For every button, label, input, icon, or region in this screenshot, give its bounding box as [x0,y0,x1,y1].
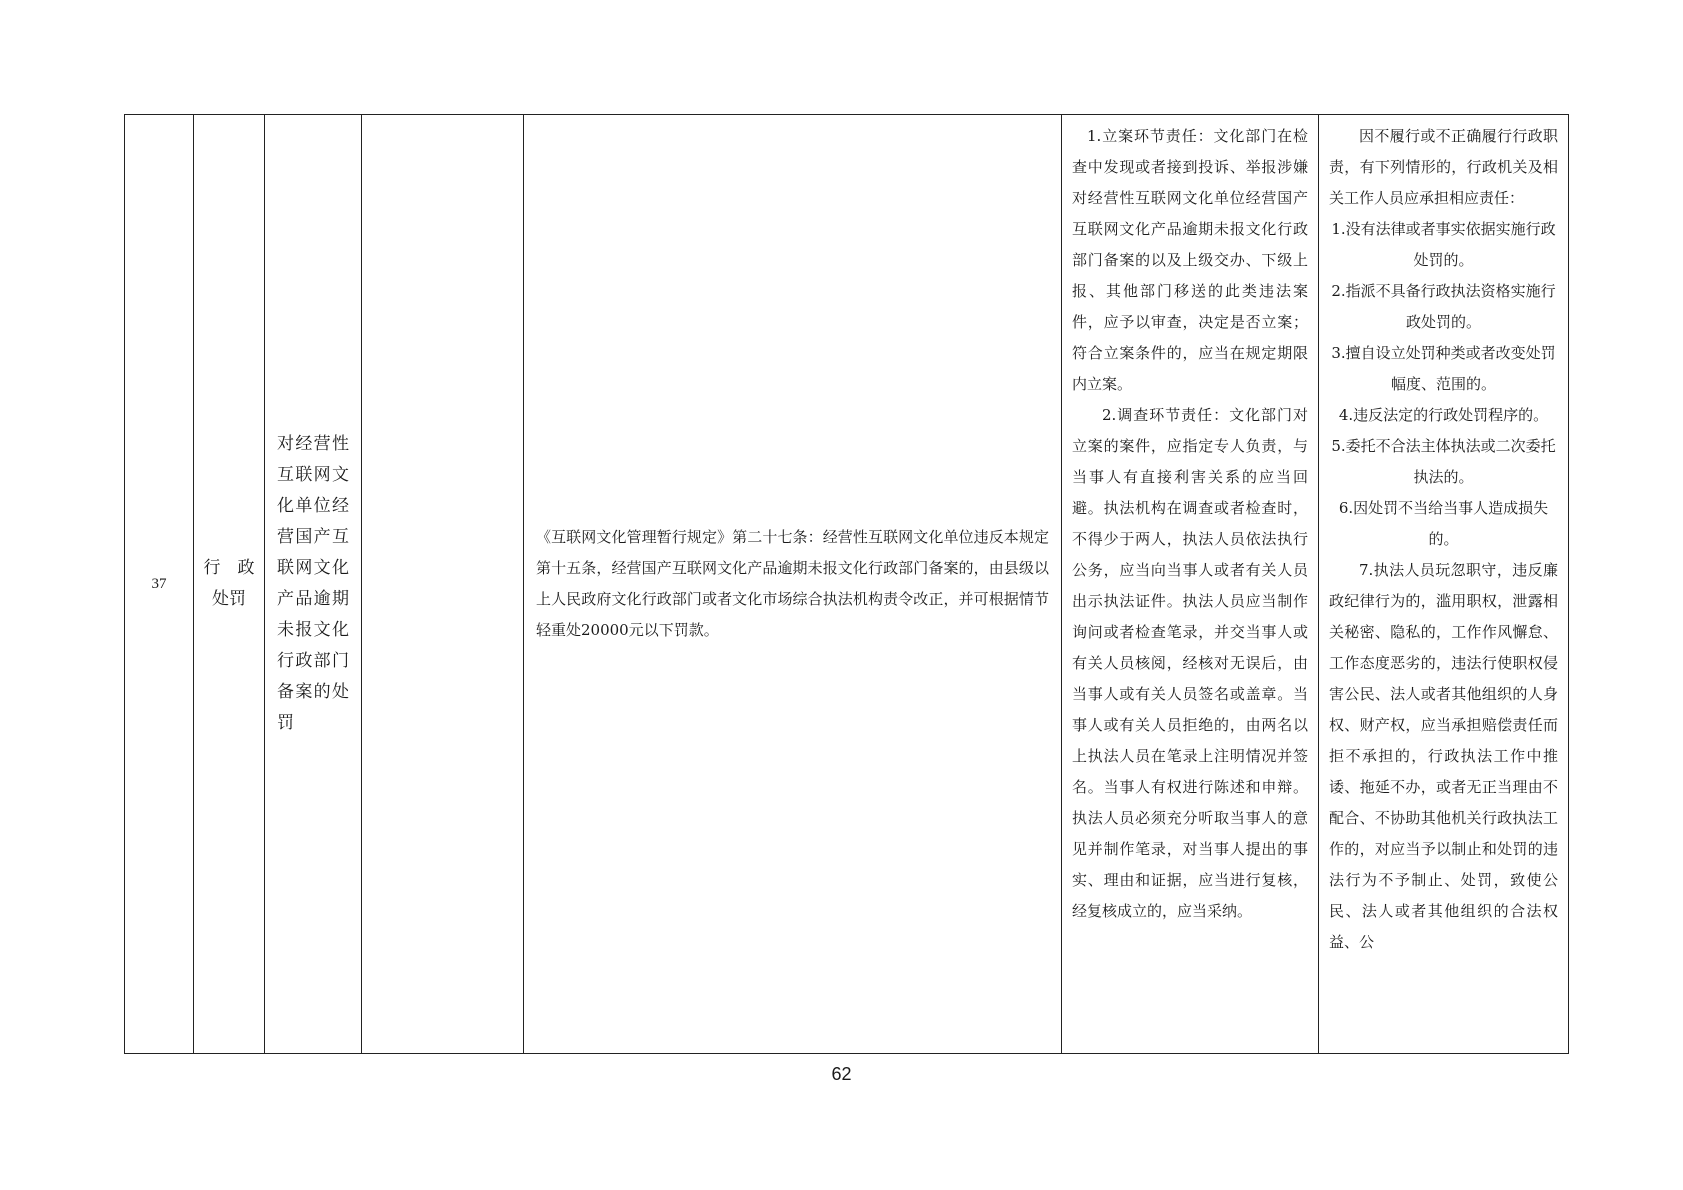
responsibility-item-4: 4.违反法定的行政处罚程序的。 [1338,406,1549,424]
table-row [125,115,1569,1054]
category-text: 行 政 处罚 [203,558,255,609]
row-number: 37 [125,115,194,1054]
item-name-cell [265,115,362,1054]
duty-paragraph-1: 1.立案环节责任：文化部门在检查中发现或者接到投诉、举报涉嫌对经营性互联网文化单位经营国产互联网文化产品逾期未报文化行政部门备案的以及上级交办、下级上报、其他部门移送的此类违法案件，应予以审查，决定是否立案；符合立案条件的，应当在规定期限内立案。 [1072,127,1308,393]
sub-item-cell [362,115,524,1054]
category-cell [194,115,265,1054]
item-name-text: 对经营性互联网文化单位经营国产互联网文化产品逾期未报文化行政部门备案的处罚 [277,434,349,733]
responsibility-item-6: 6.因处罚不当给当事人造成损失的。 [1338,499,1549,548]
legal-basis-cell [524,115,1062,1054]
responsibility-intro: 因不履行或不正确履行行政职责，有下列情形的，行政机关及相关工作人员应承担相应责任： [1329,127,1558,207]
page-number: 62 [831,1064,852,1084]
duty-cell [1062,115,1319,1054]
document-table [124,114,1569,1054]
responsibility-item-3: 3.擅自设立处罚种类或者改变处罚幅度、范围的。 [1331,344,1556,393]
duty-paragraph-2: 2.调查环节责任：文化部门对立案的案件，应指定专人负责，与当事人有直接利害关系的应当回避。执法机构在调查或者检查时，不得少于两人，执法人员依法执行公务，应当向当事人或者有关人员出示执法证件。执法人员应当制作询问或者检查笔录，并交当事人或有关人员核阅，经核对无误后，由当事人或有关人员签名或盖章。当事人或有关人员拒绝的，由两名以上执法人员在笔录上注明情况并签名。当事人有权进行陈述和申辩。执法人员必须充分听取当事人的意见并制作笔录，对当事人提出的事实、理由和证据，应当进行复核，经复核成立的，应当采纳。 [1072,406,1308,920]
responsibility-item-2: 2.指派不具备行政执法资格实施行政处罚的。 [1331,282,1556,331]
legal-basis-text: 《互联网文化管理暂行规定》第二十七条：经营性互联网文化单位违反本规定第十五条，经营国产互联网文化产品逾期未报文化行政部门备案的，由县级以上人民政府文化行政部门或者文化市场综合执法机构责令改正，并可根据情节轻重处20000元以下罚款。 [536,528,1049,639]
responsibility-cell [1319,115,1569,1054]
responsibility-item-1: 1.没有法律或者事实依据实施行政处罚的。 [1331,220,1556,269]
responsibility-item-5: 5.委托不合法主体执法或二次委托执法的。 [1331,437,1556,486]
responsibility-item-7: 7.执法人员玩忽职守，违反廉政纪律行为的，滥用职权，泄露相关秘密、隐私的，工作作风懈怠、工作态度恶劣的，违法行使职权侵害公民、法人或者其他组织的人身权、财产权，应当承担赔偿责任而拒不承担的，行政执法工作中推诿、拖延不办，或者无正当理由不配合、不协助其他机关行政执法工作的，对应当予以制止和处罚的违法行为不予制止、处罚，致使公民、法人或者其他组织的合法权益、公 [1329,561,1558,951]
